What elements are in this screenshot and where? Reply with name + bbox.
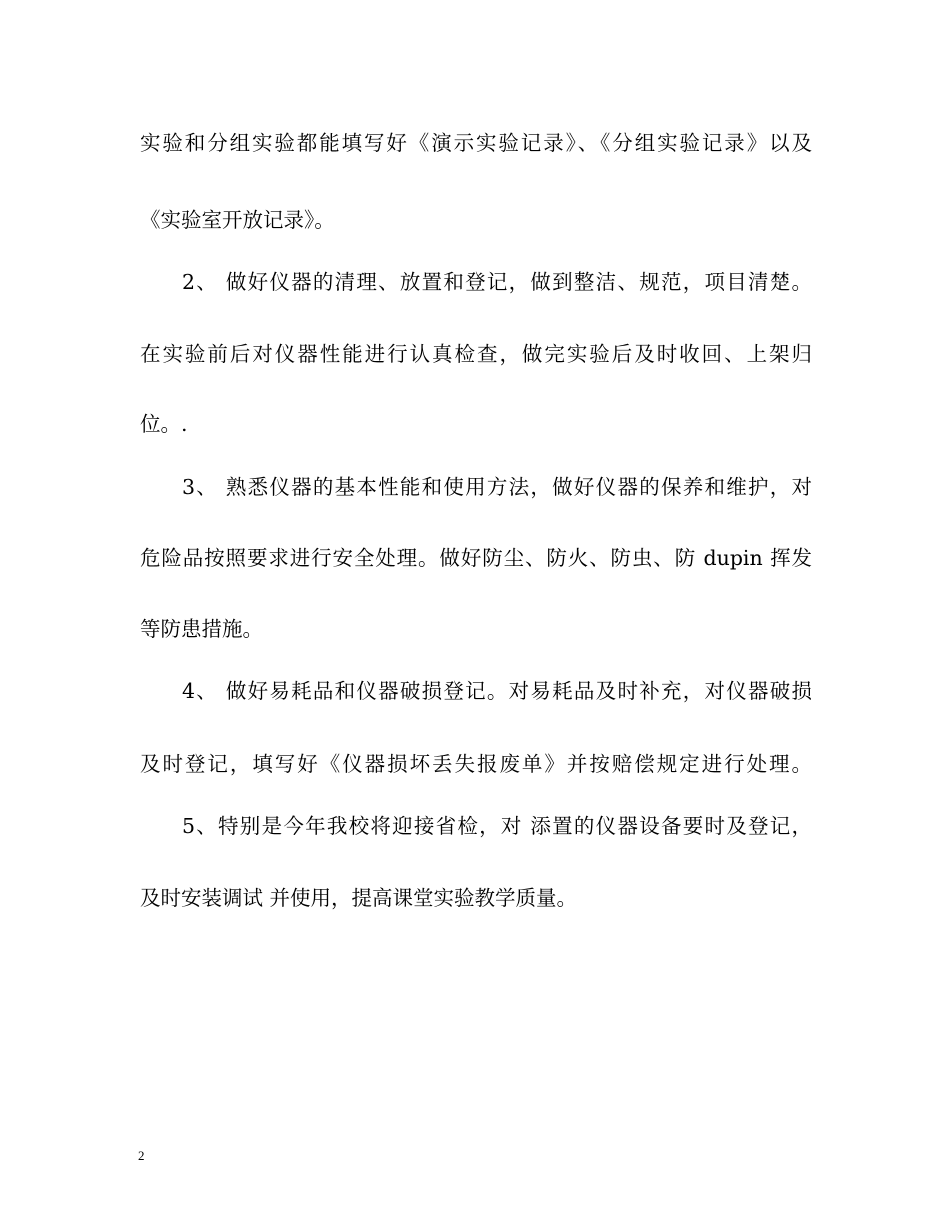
paragraph-5-start: 5、特别是今年我校将迎接省检，对 添置的仪器设备要时及登记，	[182, 814, 812, 838]
paragraph-4-start: 4、 做好易耗品和仪器破损登记。对易耗品及时补充，对仪器破损	[182, 679, 812, 703]
text-line: 《实验室开放记录》。	[140, 208, 335, 232]
paragraph-3-start: 3、 熟悉仪器的基本性能和使用方法，做好仪器的保养和维护，对	[182, 475, 812, 499]
text-line: 危险品按照要求进行安全处理。做好防尘、防火、防虫、防 dupin 挥发	[140, 546, 812, 570]
text-line: 及时安装调试 并使用，提高课堂实验教学质量。	[140, 886, 578, 910]
text-line: 位。.	[140, 412, 188, 436]
text-line: 等防患措施。	[140, 617, 263, 641]
page-number: 2	[138, 1148, 145, 1163]
paragraph-2-start: 2、 做好仪器的清理、放置和登记，做到整洁、规范，项目清楚。	[182, 270, 812, 294]
text-line: 在实验前后对仪器性能进行认真检查，做完实验后及时收回、上架归	[140, 342, 812, 366]
text-line: 及时登记，填写好《仪器损坏丢失报废单》并按赔偿规定进行处理。	[140, 752, 812, 776]
text-line: 实验和分组实验都能填写好《演示实验记录》、《分组实验记录》以及	[140, 131, 812, 155]
